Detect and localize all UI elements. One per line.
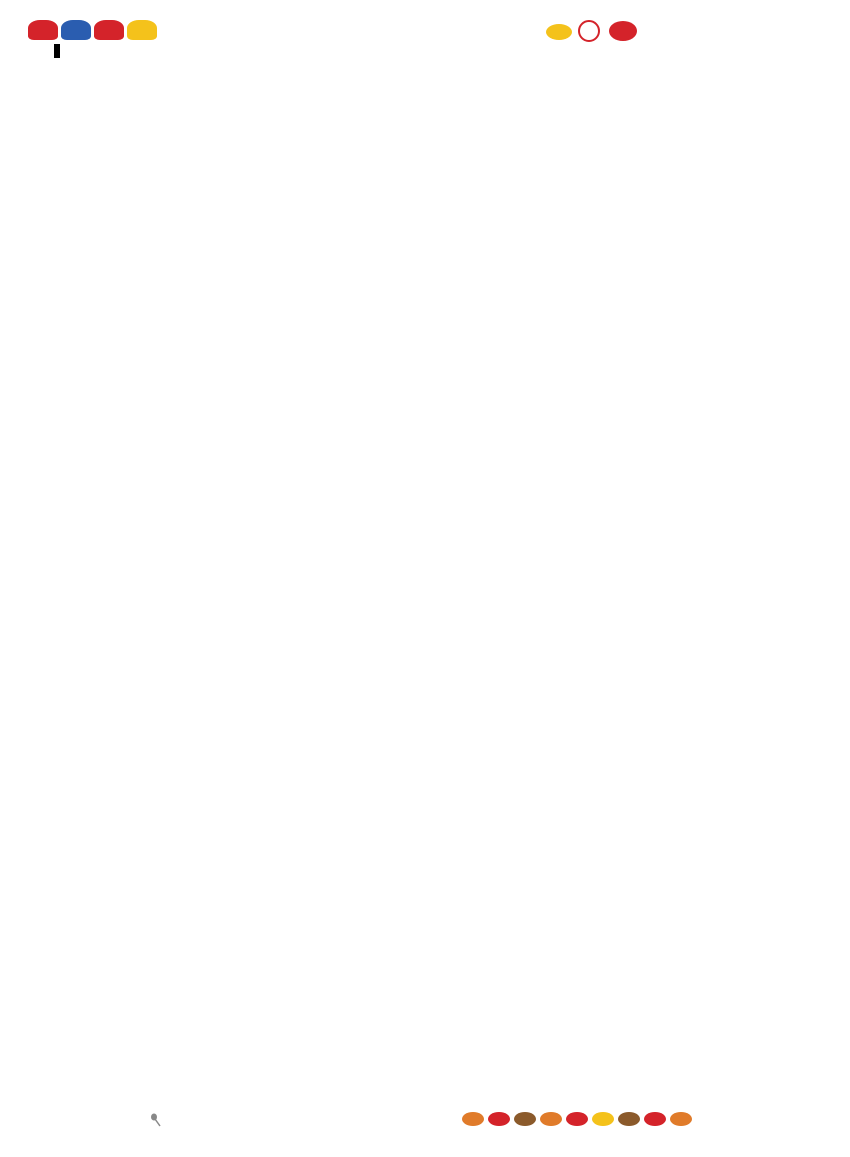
cooking-kids-illustration [545, 18, 645, 42]
spoon-icon [150, 1113, 162, 1127]
table-header [55, 45, 60, 58]
children-illustration [28, 20, 158, 42]
food-illustration [462, 1112, 722, 1130]
menu-table [54, 44, 60, 58]
header [0, 0, 850, 44]
col-ingredients [59, 45, 60, 58]
